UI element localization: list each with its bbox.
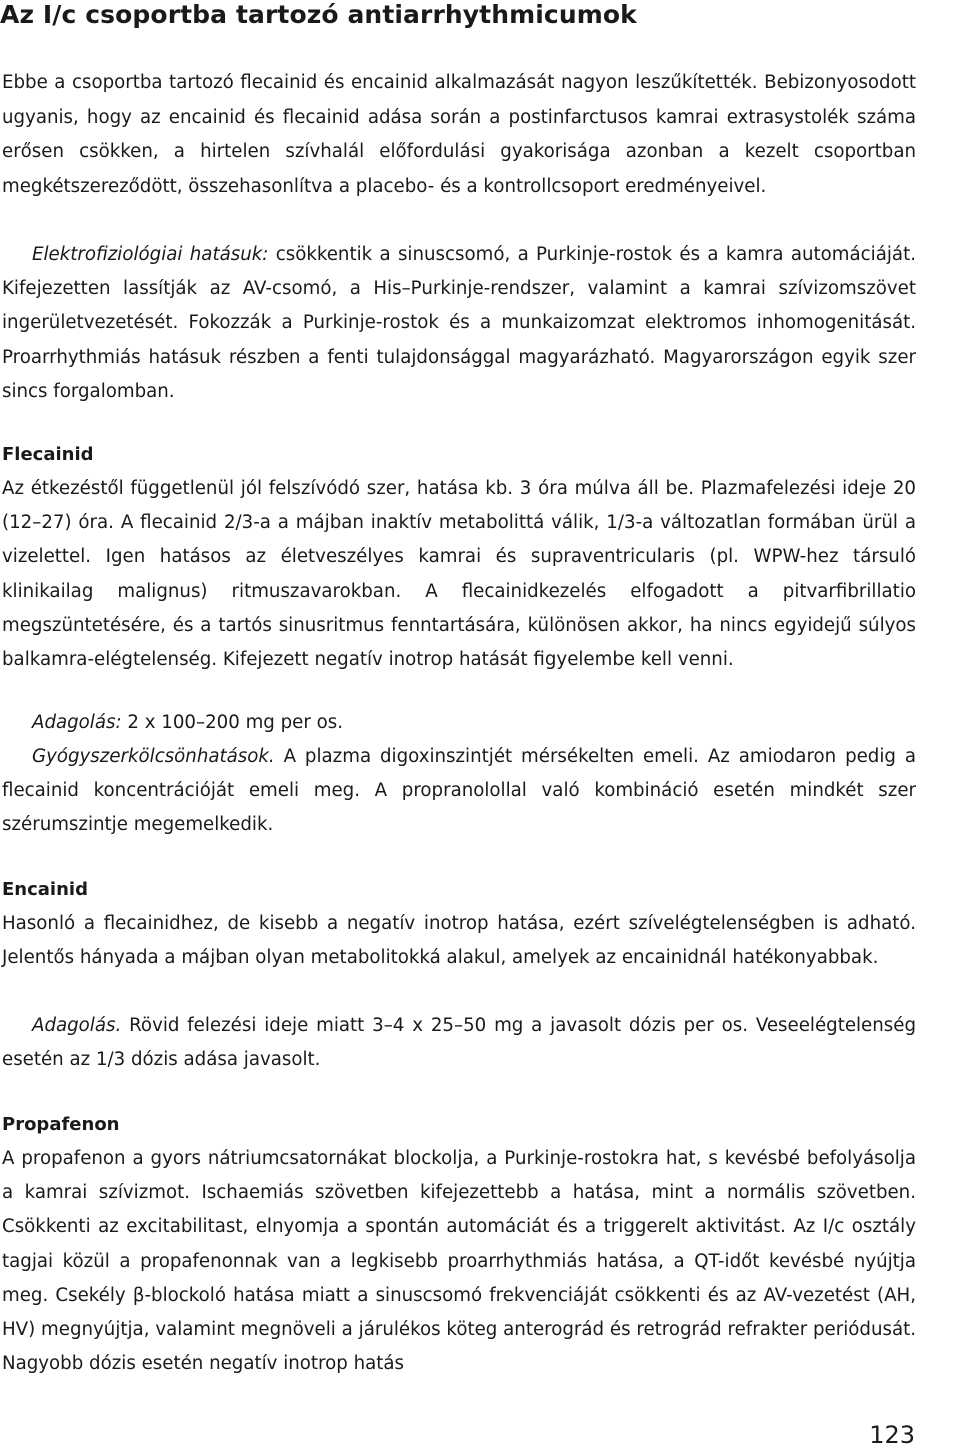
electrophysiology-label: Elektrofiziológiai hatásuk: <box>32 244 269 265</box>
electrophysiology-text: csökkentik a sinuscsomó, a Purkinje-rostok és a kamra automáciáját. Kifejezetten lassítják az AV-csomó, a His–Purkinje-rendszer, valamint a kamrai szívizomszövet ingerületvezetését. Fokozzák a Purkinje-rostok és a munkaizomzat elektromos inhomogenitását. Proarrhythmiás hatásuk részben a fenti tulajdonsággal magyarázható. Magyarországon egyik szer sincs forgalomban. <box>2 244 916 402</box>
flecainid-interactions <box>2 740 916 843</box>
encainid-dosage <box>2 1009 916 1077</box>
flecainid-dosage <box>2 706 916 740</box>
page-title: Az I/c csoportba tartozó antiarrhythmicumok <box>0 0 637 29</box>
flecainid-paragraph: Az étkezéstől függetlenül jól felszívódó szer, hatása kb. 3 óra múlva áll be. Plazmafelezési ideje 20 (12–27) óra. A flecainid 2/3-a a májban inaktív metabolittá válik, 1/3-a változatlan formában ürül a vizelettel. Igen hatásos az életveszélyes kamrai és supraventricularis (pl. WPW-hez társuló klinikailag malignus) ritmuszavarokban. A flecainidkezelés elfogadott a pitvarfibrillatio megszüntetésére, és a tartós sinusritmus fenntartására, különösen akkor, ha nincs egyidejű súlyos balkamra-elégtelenség. Kifejezett negatív inotrop hatását figyelembe kell venni. <box>2 478 916 671</box>
electrophysiology-paragraph <box>2 238 916 409</box>
section-heading-flecainid: Flecainid <box>2 444 94 465</box>
flecainid-dosage-label: Adagolás: <box>32 712 122 733</box>
encainid-dosage-label: Adagolás. <box>32 1015 122 1036</box>
intro-paragraph: Ebbe a csoportba tartozó flecainid és encainid alkalmazását nagyon leszűkítették. Bebizonyosodott ugyanis, hogy az encainid és flecainid adása során a postinfarctusos kamrai extrasystolék száma erősen csökken, a hirtelen szívhalál előfordulási gyakorisága azonban a kezelt csoportban megkétszereződött, összehasonlítva a placebo- és a kontrollcsoport eredményeivel. <box>2 72 916 197</box>
propafenon-paragraph: A propafenon a gyors nátriumcsatornákat blockolja, a Purkinje-rostokra hat, s kevésbé befolyásolja a kamrai szívizmot. Ischaemiás szövetben kifejezettebb a hatása, mint a normális szövetben. Csökkenti az excitabilitast, elnyomja a spontán automáciát és a triggerelt aktivitást. Az I/c osztály tagjai közül a propafenonnak van a legkisebb proarrhythmiás hatása, a QT-időt kevésbé nyújtja meg. Csekély β-blockoló hatása miatt a sinuscsomó frekvenciáját csökkenti és az AV-vezetést (AH, HV) megnyújtja, valamint megnöveli a járulékos köteg anterográd és retrográd refrakter periódusát. Nagyobb dózis esetén negatív inotrop hatás <box>2 1148 916 1375</box>
flecainid-interactions-label: Gyógyszerkölcsönhatások. <box>32 746 275 767</box>
flecainid-dosage-text: 2 x 100–200 mg per os. <box>121 712 344 733</box>
flecainid-interactions-text: A plazma digoxinszintjét mérsékelten emeli. Az amiodaron pedig a flecainid koncentrációját emeli meg. A propranolollal való kombináció esetén mindkét szer szérumszintje megemelkedik. <box>2 746 916 836</box>
section-heading-encainid: Encainid <box>2 879 88 900</box>
encainid-dosage-text: Rövid felezési ideje miatt 3–4 x 25–50 mg a javasolt dózis per os. Veseelégtelenség esetén az 1/3 dózis adása javasolt. <box>2 1015 916 1071</box>
page-number: 123 <box>869 1421 915 1449</box>
encainid-paragraph: Hasonló a flecainidhez, de kisebb a negatív inotrop hatása, ezért szívelégtelenségben is adható. Jelentős hányada a májban olyan metabolitokká alakul, amelyek az encainidnál hatékonyabbak. <box>2 913 916 969</box>
section-heading-propafenon: Propafenon <box>2 1114 120 1135</box>
